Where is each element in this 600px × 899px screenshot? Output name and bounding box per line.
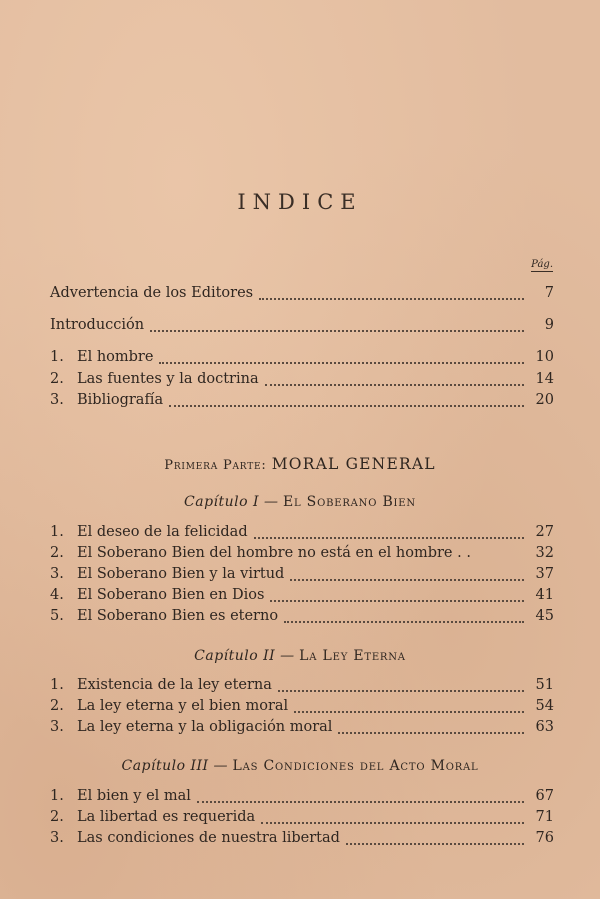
toc-entry-page: 27	[535, 524, 554, 540]
toc-entry-text: Las condiciones de nuestra libertad	[77, 830, 340, 846]
dot-leader	[346, 843, 524, 845]
toc-entry-page: 32	[535, 545, 554, 561]
dot-leader	[278, 690, 524, 692]
toc-entry	[50, 371, 554, 391]
toc-entry	[50, 587, 554, 607]
chapter-heading	[0, 648, 600, 664]
toc-entry-number: 3.	[50, 566, 64, 582]
toc-entry-text: Introducción	[50, 317, 145, 333]
chapter-title: Las Condiciones del Acto Moral	[232, 758, 479, 774]
dot-leader	[169, 405, 524, 407]
toc-entry-text: Bibliografía	[77, 392, 164, 408]
toc-entry-text: La ley eterna y la obligación moral	[77, 719, 333, 735]
toc-entry-number: 2.	[50, 545, 64, 561]
part-title: MORAL GENERAL	[271, 455, 436, 473]
toc-entry	[50, 285, 554, 305]
toc-entry-page: 63	[535, 719, 554, 735]
dot-leader	[477, 558, 524, 560]
dot-leader	[270, 600, 524, 602]
toc-entry	[50, 830, 554, 850]
toc-entry-text: El bien y el mal	[77, 788, 191, 804]
toc-entry-page: 71	[535, 809, 554, 825]
toc-entry-page: 67	[535, 788, 554, 804]
toc-entry-page: 51	[535, 677, 554, 693]
toc-entry-page: 41	[535, 587, 554, 603]
toc-entry-page: 7	[544, 285, 554, 301]
toc-entry-number: 5.	[50, 608, 64, 624]
toc-entry	[50, 809, 554, 829]
dot-leader	[159, 362, 524, 364]
toc-entry	[50, 677, 554, 697]
toc-entry-page: 76	[535, 830, 554, 846]
toc-entry	[50, 788, 554, 808]
toc-entry-number: 3.	[50, 719, 64, 735]
toc-entry-page: 9	[544, 317, 554, 333]
toc-entry-page: 14	[535, 371, 554, 387]
toc-entry-number: 1.	[50, 349, 64, 365]
toc-entry-number: 1.	[50, 524, 64, 540]
part-heading	[0, 455, 600, 473]
index-title: INDICE	[237, 190, 363, 214]
toc-entry-page: 54	[535, 698, 554, 714]
dot-leader	[265, 384, 524, 386]
toc-entry	[50, 349, 554, 369]
toc-entry-number: 3.	[50, 830, 64, 846]
toc-entry-text: La libertad es requerida	[77, 809, 256, 825]
toc-entry-number: 1.	[50, 677, 64, 693]
dot-leader	[261, 822, 524, 824]
dot-leader	[338, 732, 524, 734]
chapter-title: El Soberano Bien	[282, 494, 416, 510]
toc-entry-page: 45	[535, 608, 554, 624]
chapter-number: Capítulo III —	[121, 758, 229, 774]
toc-entry-page: 20	[535, 392, 554, 408]
toc-entry-text: El Soberano Bien en Dios	[77, 587, 265, 603]
toc-entry-page: 37	[535, 566, 554, 582]
toc-entry	[50, 719, 554, 739]
toc-entry-text: Existencia de la ley eterna	[77, 677, 272, 693]
toc-entry	[50, 566, 554, 586]
dot-leader	[254, 537, 524, 539]
chapter-title: La Ley Eterna	[299, 648, 406, 664]
part-label: Primera Parte:	[164, 458, 267, 473]
toc-entry-number: 1.	[50, 788, 64, 804]
dot-leader	[150, 330, 524, 332]
toc-entry	[50, 608, 554, 628]
toc-entry-number: 4.	[50, 587, 64, 603]
toc-entry	[50, 698, 554, 718]
chapter-number: Capítulo II —	[194, 648, 295, 664]
toc-entry-text: Advertencia de los Editores	[50, 285, 254, 301]
page-column-label: Pág.	[531, 259, 553, 270]
toc-entry-page: 10	[535, 349, 554, 365]
toc-entry	[50, 524, 554, 544]
toc-entry-text: El Soberano Bien es eterno	[77, 608, 279, 624]
dot-leader	[197, 801, 524, 803]
chapter-heading	[0, 758, 600, 774]
dot-leader	[259, 298, 524, 300]
toc-entry-number: 2.	[50, 698, 64, 714]
toc-entry-text: El deseo de la felicidad	[77, 524, 248, 540]
dot-leader	[294, 711, 524, 713]
toc-entry	[50, 392, 554, 412]
toc-entry	[50, 317, 554, 337]
toc-entry-number: 2.	[50, 809, 64, 825]
toc-entry-text: La ley eterna y el bien moral	[77, 698, 289, 714]
chapter-heading	[0, 494, 600, 510]
toc-entry-text: El Soberano Bien del hombre no está en el hombre . .	[77, 545, 471, 561]
dot-leader	[284, 621, 524, 623]
toc-entry-text: El hombre	[77, 349, 154, 365]
dot-leader	[290, 579, 524, 581]
toc-entry-number: 2.	[50, 371, 64, 387]
toc-entry-text: El Soberano Bien y la virtud	[77, 566, 285, 582]
toc-entry	[50, 545, 554, 565]
chapter-number: Capítulo I —	[184, 494, 279, 510]
toc-entry-text: Las fuentes y la doctrina	[77, 371, 259, 387]
toc-entry-number: 3.	[50, 392, 64, 408]
